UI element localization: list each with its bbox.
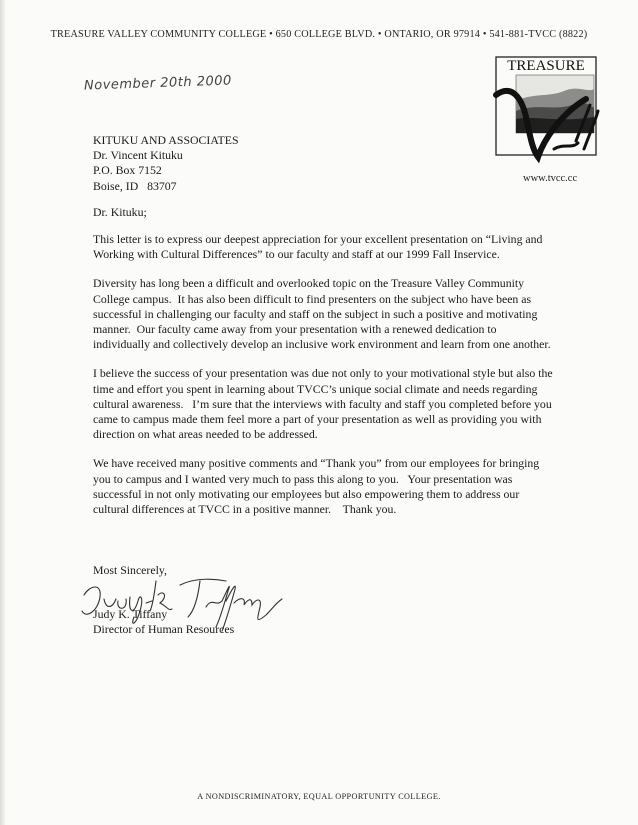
tvcc-logo bbox=[492, 53, 604, 167]
recipient-city: Boise, ID 83707 bbox=[93, 178, 177, 193]
salutation: Dr. Kituku; bbox=[93, 205, 147, 219]
signer-name: Judy K. Tiffany bbox=[93, 607, 168, 621]
logo-top-text: TREASURE bbox=[507, 58, 585, 74]
letterhead: TREASURE VALLEY COMMUNITY COLLEGE • 650 COLLEGE BLVD. • ONTARIO, OR 97914 • 541-881-TVCC (8822) bbox=[50, 29, 588, 40]
body-paragraph-2: Diversity has long been a difficult and overlooked topic on the Treasure Valley Community College campus. It has also been difficult to find presenters on the subject who have been as successful in challenging our faculty and staff on the subject in such a positive and motivating manner. Our faculty came away from your presentation with a renewed dedication to individually and collectively develop an inclusive work environment and learn from one another. bbox=[93, 276, 551, 352]
footer-notice: A NONDISCRIMINATORY, EQUAL OPPORTUNITY COLLEGE. bbox=[197, 792, 441, 801]
scan-edge-shadow bbox=[0, 0, 6, 825]
recipient-company: KITUKU AND ASSOCIATES bbox=[93, 133, 239, 147]
closing: Most Sincerely, bbox=[93, 563, 167, 577]
recipient-address bbox=[93, 133, 239, 194]
handwritten-date: November 20th 2000 bbox=[83, 73, 233, 94]
website-url: www.tvcc.cc bbox=[523, 173, 578, 184]
signer-title: Director of Human Resources bbox=[93, 622, 235, 637]
recipient-name: Dr. Vincent Kituku bbox=[93, 148, 183, 163]
recipient-po-box: P.O. Box 7152 bbox=[93, 163, 162, 178]
body-paragraph-1: This letter is to express our deepest appreciation for your excellent presentation on “Living and Working with Cultural Differences” to our faculty and staff at our 1999 Fall Inservice. bbox=[93, 232, 546, 262]
body-paragraph-4: We have received many positive comments and “Thank you” from our employees for bringing you to campus and I wanted very much to pass this along to you. Your presentation was successful in not only motivating our employees but also empowering them to address our cultural differences at TVCC in a positive manner. Thank you. bbox=[93, 456, 543, 517]
letter-body bbox=[93, 232, 556, 531]
body-paragraph-3: I believe the success of your presentation was due not only to your motivational style but also the time and effort you spent in learning about TVCC’s unique social climate and needs regarding cultural awareness. I’m sure that the interviews with faculty and staff you completed before you came to campus made them feel more a part of your presentation as well as providing you with direction on what areas needed to be addressed. bbox=[93, 366, 556, 442]
signer-block bbox=[93, 607, 234, 637]
